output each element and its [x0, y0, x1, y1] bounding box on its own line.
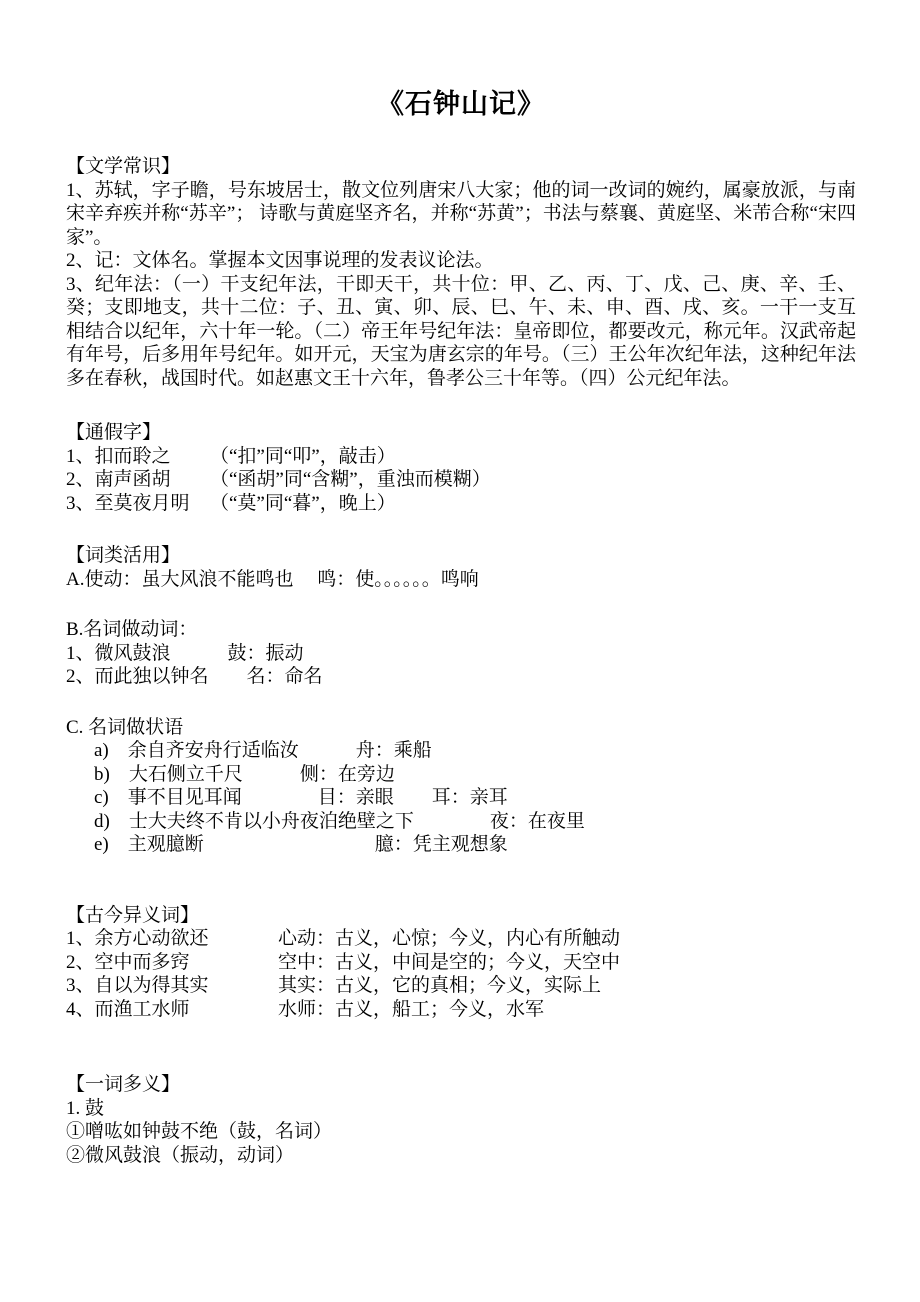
item-phrase: 1、扣而聆之 [66, 445, 171, 467]
item-gloss: （“莫”同“暮”，晚上） [210, 492, 396, 514]
document-title: 《石钟山记》 [377, 89, 545, 119]
yiciduoyi-word-label: 1. 鼓 [66, 1097, 105, 1119]
section-tongjiazi [66, 421, 856, 515]
tongjiazi-item [66, 468, 856, 492]
item-gloss: 空中：古义，中间是空的；今义，天空中 [278, 951, 621, 973]
section-gujin-yiyi [66, 904, 856, 1022]
cilei-b-heading: B.名词做动词： [66, 619, 198, 640]
cilei-c-item: a) 余自齐安舟行适临汝 舟：乘船 [94, 740, 432, 761]
paragraph-ji-genre: 2、记：文体名。掌握本文因事说理的发表议论法。 [66, 250, 494, 271]
cilei-c-heading: C. 名词做状语 [66, 716, 184, 738]
item-gloss: 心动：古义，心惊；今义，内心有所触动 [278, 928, 621, 949]
document-content [66, 155, 856, 1167]
yiciduoyi-example: ②微风鼓浪（振动，动词） [66, 1144, 295, 1166]
yiciduoyi-example: ①噌吰如钟鼓不绝（鼓，名词） [66, 1121, 333, 1142]
cilei-subsection-b [66, 618, 856, 689]
cilei-c-item: b) 大石侧立千尺 侧：在旁边 [94, 763, 395, 785]
gujin-item [66, 951, 856, 975]
item-phrase: 3、自以为得其实 [66, 975, 209, 996]
paragraph-jinianfa: 3、纪年法：（一）干支纪年法，干即天干，共十位：甲、乙、丙、丁、戊、己、庚、辛、壬、癸；支即地支，共十二位：子、丑、寅、卯、辰、巳、午、未、申、酉、戌、亥。一干一支互相结合以纪年，六十年一轮。（二）帝王年号纪年法：皇帝即位，都要改元，称元年。汉武帝起有年号，后多用年号纪年。如开元，天宝为唐玄宗的年号。（三）王公年次纪年法，这种纪年法多在春秋，战国时代。如赵惠文王十六年，鲁孝公三十年等。（四）公元纪年法。 [66, 273, 856, 389]
item-gloss: 其实：古义，它的真相；今义，实际上 [278, 975, 602, 996]
section-heading-cilei: 【词类活用】 [66, 545, 181, 566]
cilei-c-item: c) 事不目见耳闻 目：亲眼 耳：亲耳 [94, 787, 508, 808]
cilei-b-item: 1、微风鼓浪 鼓：振动 [66, 642, 304, 664]
tongjiazi-item [66, 445, 856, 469]
item-phrase: 2、南声函胡 [66, 469, 171, 490]
item-gloss: 水师：古义，船工；今义，水军 [278, 998, 545, 1020]
gujin-item [66, 998, 856, 1022]
item-phrase: 4、而渔工水师 [66, 998, 190, 1020]
section-literary-knowledge [66, 155, 856, 390]
gujin-item [66, 974, 856, 998]
tongjiazi-item [66, 492, 856, 516]
section-cilei-huoyong [66, 544, 856, 857]
section-heading-yiciduoyi: 【一词多义】 [66, 1074, 181, 1095]
section-yici-duoyi [66, 1073, 856, 1167]
gujin-item [66, 927, 856, 951]
cilei-c-item: d) 士大夫终不肯以小舟夜泊绝壁之下 夜：在夜里 [94, 810, 585, 832]
item-gloss: （“扣”同“叩”，敲击） [210, 445, 396, 467]
paragraph-su-shi: 1、苏轼，字子瞻，号东坡居士，散文位列唐宋八大家；他的词一改词的婉约，属豪放派，与南宋辛弃疾并称“苏辛”； 诗歌与黄庭坚齐名，并称“苏黄”；书法与蔡襄、黄庭坚、米芾合称“宋四家”。 [66, 179, 856, 248]
item-gloss: （“函胡”同“含糊”，重浊而模糊） [210, 469, 491, 490]
section-heading-literary: 【文学常识】 [66, 156, 181, 177]
cilei-b-item: 2、而此独以钟名 名：命名 [66, 666, 323, 687]
item-phrase: 2、空中而多窍 [66, 951, 190, 973]
item-phrase: 3、至莫夜月明 [66, 492, 190, 514]
section-heading-gujin: 【古今异义词】 [66, 904, 200, 926]
item-phrase: 1、余方心动欲还 [66, 928, 209, 949]
cilei-shidong-line: A.使动：虽大风浪不能鸣也 鸣：使。。。。。。鸣响 [66, 568, 479, 590]
cilei-subsection-c [66, 716, 856, 857]
cilei-c-item: e) 主观臆断 臆：凭主观想象 [94, 834, 508, 855]
section-heading-tongjiazi: 【通假字】 [66, 422, 162, 443]
